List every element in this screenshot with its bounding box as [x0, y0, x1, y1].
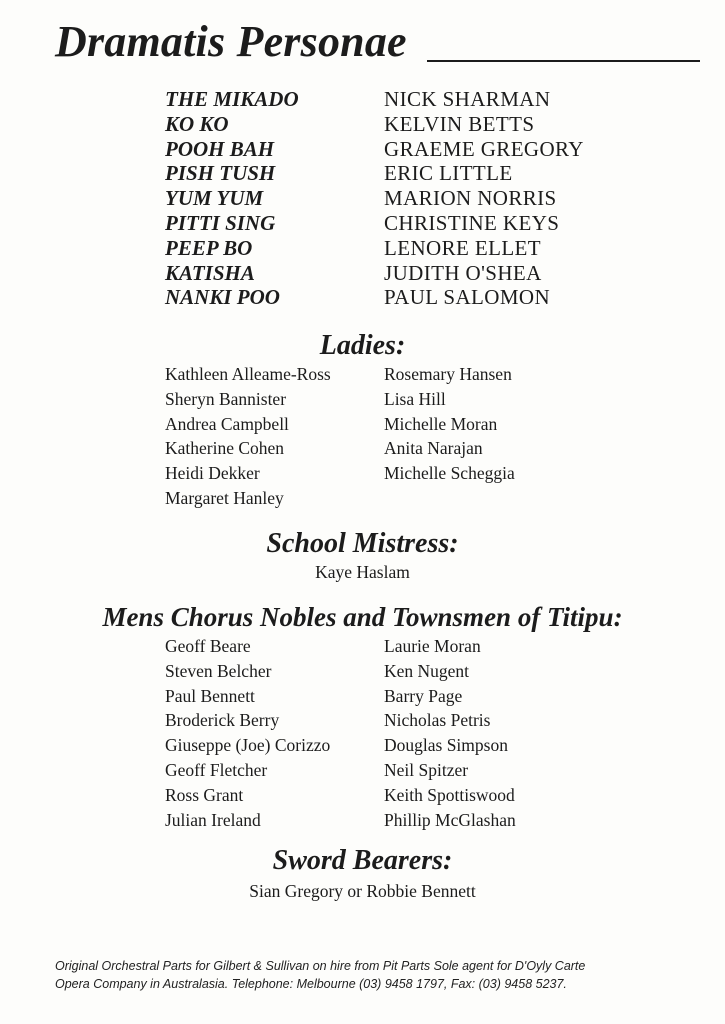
list-item	[165, 412, 585, 437]
actor-name: KELVIN BETTS	[384, 111, 535, 136]
performer-name: Geoff Fletcher	[165, 759, 268, 780]
list-item	[165, 461, 585, 486]
sword-bearers-names: Sian Gregory or Robbie Bennett	[249, 881, 476, 901]
role-name: KO KO	[165, 111, 229, 136]
list-item	[165, 362, 585, 387]
actor-name: CHRISTINE KEYS	[384, 210, 560, 235]
list-item	[165, 486, 585, 511]
role-name: THE MIKADO	[165, 87, 299, 111]
list-item	[165, 684, 585, 709]
performer-name: Barry Page	[384, 685, 463, 706]
performer-name: Giuseppe (Joe) Corizzo	[165, 735, 331, 756]
actor-name: NICK SHARMAN	[384, 87, 551, 111]
actor-name: MARION NORRIS	[384, 186, 557, 211]
cast-row	[165, 236, 635, 261]
mens-chorus-list	[165, 634, 585, 832]
cast-row	[165, 211, 635, 236]
list-item	[165, 733, 585, 758]
performer-name: Paul Bennett	[165, 685, 255, 706]
performer-name: Katherine Cohen	[165, 438, 285, 459]
footnote	[55, 957, 705, 993]
school-mistress-heading: School Mistress:	[266, 528, 459, 559]
performer-name: Nicholas Petris	[384, 710, 491, 731]
list-item	[165, 387, 585, 412]
performer-name: Michelle Moran	[384, 413, 498, 434]
performer-name: Keith Spottiswood	[384, 784, 515, 805]
cast-row	[165, 87, 635, 112]
performer-name: Andrea Campbell	[165, 413, 289, 434]
cast-row	[165, 161, 635, 186]
performer-name: Phillip McGlashan	[384, 809, 516, 830]
mens-chorus-heading: Mens Chorus Nobles and Townsmen of Titipu:	[102, 602, 623, 632]
title-rule	[427, 60, 700, 62]
footnote-line: Original Orchestral Parts for Gilbert & Sullivan on hire from Pit Parts Sole agent for D'Oyly Carte	[55, 959, 586, 973]
performer-name: Margaret Hanley	[165, 487, 284, 508]
cast-row	[165, 186, 635, 211]
role-name: POOH BAH	[165, 136, 275, 161]
performer-name: Ross Grant	[165, 784, 244, 805]
performer-name: Neil Spitzer	[384, 759, 469, 780]
performer-name: Kathleen Alleame-Ross	[165, 364, 331, 384]
cast-row	[165, 285, 635, 310]
performer-name: Michelle Scheggia	[384, 463, 515, 484]
title-row	[55, 12, 700, 72]
list-item	[165, 659, 585, 684]
ladies-list	[165, 362, 585, 511]
performer-name: Julian Ireland	[165, 809, 261, 830]
performer-name: Rosemary Hansen	[384, 364, 512, 384]
principal-cast-list	[165, 87, 635, 310]
list-item	[165, 436, 585, 461]
list-item	[165, 758, 585, 783]
role-name: YUM YUM	[165, 186, 264, 211]
performer-name: Ken Nugent	[384, 660, 470, 681]
performer-name: Geoff Beare	[165, 636, 251, 656]
ladies-heading: Ladies:	[319, 330, 406, 361]
role-name: PEEP BO	[165, 235, 253, 260]
cast-row	[165, 137, 635, 162]
footnote-line: Opera Company in Australasia. Telephone: Melbourne (03) 9458 1797, Fax: (03) 9458 5237.	[55, 977, 567, 991]
page-title: Dramatis Personae	[55, 17, 407, 66]
performer-name: Laurie Moran	[384, 636, 481, 656]
performer-name: Lisa Hill	[384, 388, 446, 409]
actor-name: ERIC LITTLE	[384, 161, 513, 186]
role-name: PISH TUSH	[165, 161, 276, 186]
cast-row	[165, 261, 635, 286]
actor-name: JUDITH O'SHEA	[384, 260, 542, 285]
performer-name: Heidi Dekker	[165, 463, 260, 484]
list-item	[165, 634, 585, 659]
role-name: KATISHA	[165, 260, 255, 285]
sword-bearers-heading: Sword Bearers:	[272, 845, 453, 876]
performer-name: Steven Belcher	[165, 660, 272, 681]
performer-name: Sheryn Bannister	[165, 388, 287, 409]
performer-name: Douglas Simpson	[384, 735, 508, 756]
performer-name: Broderick Berry	[165, 710, 280, 731]
list-item	[165, 783, 585, 808]
list-item	[165, 808, 585, 833]
cast-row	[165, 112, 635, 137]
actor-name: PAUL SALOMON	[384, 285, 551, 310]
list-item	[165, 708, 585, 733]
actor-name: GRAEME GREGORY	[384, 136, 584, 161]
school-mistress-name: Kaye Haslam	[315, 562, 410, 582]
role-name: NANKI POO	[165, 285, 280, 310]
role-name: PITTI SING	[165, 210, 276, 235]
actor-name: LENORE ELLET	[384, 235, 542, 260]
performer-name: Anita Narajan	[384, 438, 483, 459]
